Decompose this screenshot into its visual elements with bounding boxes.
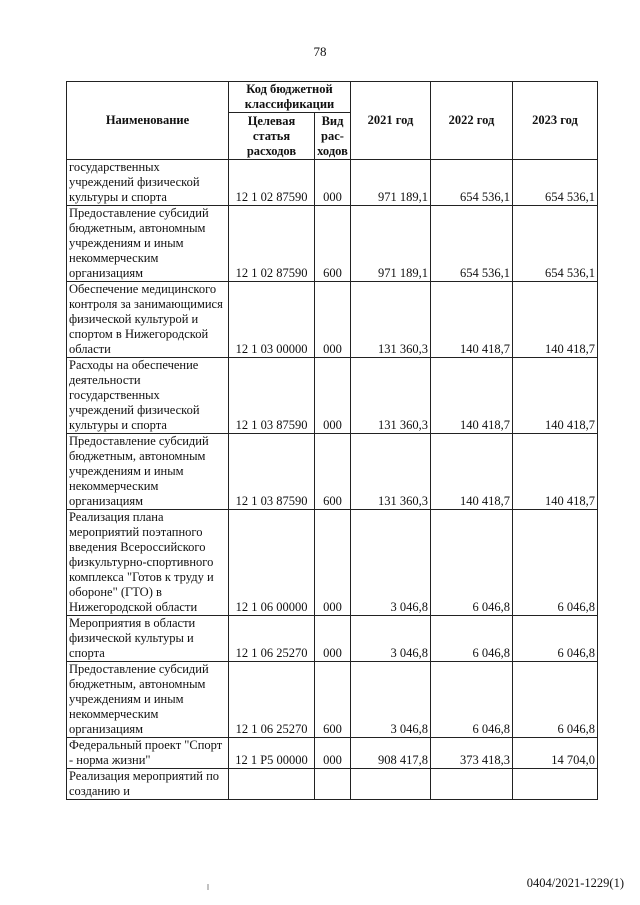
- cell-y2022: 6 046,8: [431, 510, 513, 616]
- cell-y2021: 131 360,3: [351, 358, 431, 434]
- cell-y2022: 6 046,8: [431, 662, 513, 738]
- cell-code: 12 1 06 25270: [229, 616, 315, 662]
- table-row: [67, 282, 598, 358]
- header-code: Целевая статья расходов: [229, 113, 315, 160]
- cell-code: 12 1 P5 00000: [229, 738, 315, 769]
- cell-code: 12 1 03 87590: [229, 358, 315, 434]
- cell-y2023: [513, 769, 598, 800]
- cell-y2023: 654 536,1: [513, 206, 598, 282]
- cell-vid: 600: [315, 662, 351, 738]
- cell-name: Обеспечение медицинского контроля за занимающимися физической культурой и спортом в Нижегородской области: [67, 282, 229, 358]
- cell-y2021: 3 046,8: [351, 662, 431, 738]
- cell-name: Мероприятия в области физической культуры и спорта: [67, 616, 229, 662]
- cell-name: Предоставление субсидий бюджетным, автономным учреждениям и иным некоммерческим организациям: [67, 662, 229, 738]
- cell-vid: 000: [315, 358, 351, 434]
- cell-code: 12 1 02 87590: [229, 206, 315, 282]
- cell-name: государственных учреждений физической культуры и спорта: [67, 160, 229, 206]
- header-2023: 2023 год: [513, 82, 598, 160]
- cell-vid: 000: [315, 160, 351, 206]
- document-number: 0404/2021-1229(1): [526, 876, 624, 890]
- table-row: [67, 206, 598, 282]
- table-row: [67, 769, 598, 800]
- cell-y2022: 140 418,7: [431, 282, 513, 358]
- cell-y2023: 654 536,1: [513, 160, 598, 206]
- cell-y2022: 373 418,3: [431, 738, 513, 769]
- header-vid: Вид рас-ходов: [315, 113, 351, 160]
- cell-y2022: 654 536,1: [431, 206, 513, 282]
- cell-y2023: 6 046,8: [513, 662, 598, 738]
- cell-y2023: 14 704,0: [513, 738, 598, 769]
- table-row: [67, 510, 598, 616]
- table-row: [67, 434, 598, 510]
- cell-y2023: 140 418,7: [513, 358, 598, 434]
- cell-y2023: 6 046,8: [513, 616, 598, 662]
- cell-vid: 600: [315, 206, 351, 282]
- cell-vid: 000: [315, 510, 351, 616]
- cell-y2021: [351, 769, 431, 800]
- cell-code: 12 1 02 87590: [229, 160, 315, 206]
- cell-y2022: 140 418,7: [431, 358, 513, 434]
- table-row: [67, 738, 598, 769]
- cell-vid: 000: [315, 282, 351, 358]
- cell-vid: [315, 769, 351, 800]
- cell-vid: 600: [315, 434, 351, 510]
- cell-name: Федеральный проект "Спорт - норма жизни": [67, 738, 229, 769]
- table-row: [67, 358, 598, 434]
- cell-y2022: 6 046,8: [431, 616, 513, 662]
- cell-name: Расходы на обеспечение деятельности государственных учреждений физической культуры и спорта: [67, 358, 229, 434]
- header-code-group: Код бюджетной классификации: [229, 82, 351, 113]
- cell-vid: 000: [315, 738, 351, 769]
- cell-code: 12 1 06 25270: [229, 662, 315, 738]
- cell-name: Предоставление субсидий бюджетным, автономным учреждениям и иным некоммерческим организациям: [67, 434, 229, 510]
- cell-vid: 000: [315, 616, 351, 662]
- cell-code: 12 1 03 87590: [229, 434, 315, 510]
- scan-artifact: [207, 884, 209, 890]
- cell-y2021: 131 360,3: [351, 434, 431, 510]
- cell-name: Предоставление субсидий бюджетным, автономным учреждениям и иным некоммерческим организациям: [67, 206, 229, 282]
- cell-y2021: 971 189,1: [351, 206, 431, 282]
- cell-y2021: 3 046,8: [351, 616, 431, 662]
- table-row: [67, 160, 598, 206]
- cell-name: Реализация мероприятий по созданию и: [67, 769, 229, 800]
- table-row: [67, 616, 598, 662]
- budget-table: [66, 81, 598, 800]
- cell-y2023: 140 418,7: [513, 434, 598, 510]
- table-row: [67, 662, 598, 738]
- header-2022: 2022 год: [431, 82, 513, 160]
- cell-y2022: 140 418,7: [431, 434, 513, 510]
- header-2021: 2021 год: [351, 82, 431, 160]
- cell-y2021: 3 046,8: [351, 510, 431, 616]
- cell-name: Реализация плана мероприятий поэтапного введения Всероссийского физкультурно-спортивного комплекса "Готов к труду и обороне" (ГТО) в Нижегородской области: [67, 510, 229, 616]
- cell-y2022: 654 536,1: [431, 160, 513, 206]
- cell-y2022: [431, 769, 513, 800]
- cell-y2023: 6 046,8: [513, 510, 598, 616]
- cell-code: [229, 769, 315, 800]
- cell-y2021: 908 417,8: [351, 738, 431, 769]
- page-number: 78: [313, 44, 327, 59]
- cell-code: 12 1 03 00000: [229, 282, 315, 358]
- header-name: Наименование: [67, 82, 229, 160]
- cell-y2023: 140 418,7: [513, 282, 598, 358]
- cell-y2021: 131 360,3: [351, 282, 431, 358]
- cell-y2021: 971 189,1: [351, 160, 431, 206]
- cell-code: 12 1 06 00000: [229, 510, 315, 616]
